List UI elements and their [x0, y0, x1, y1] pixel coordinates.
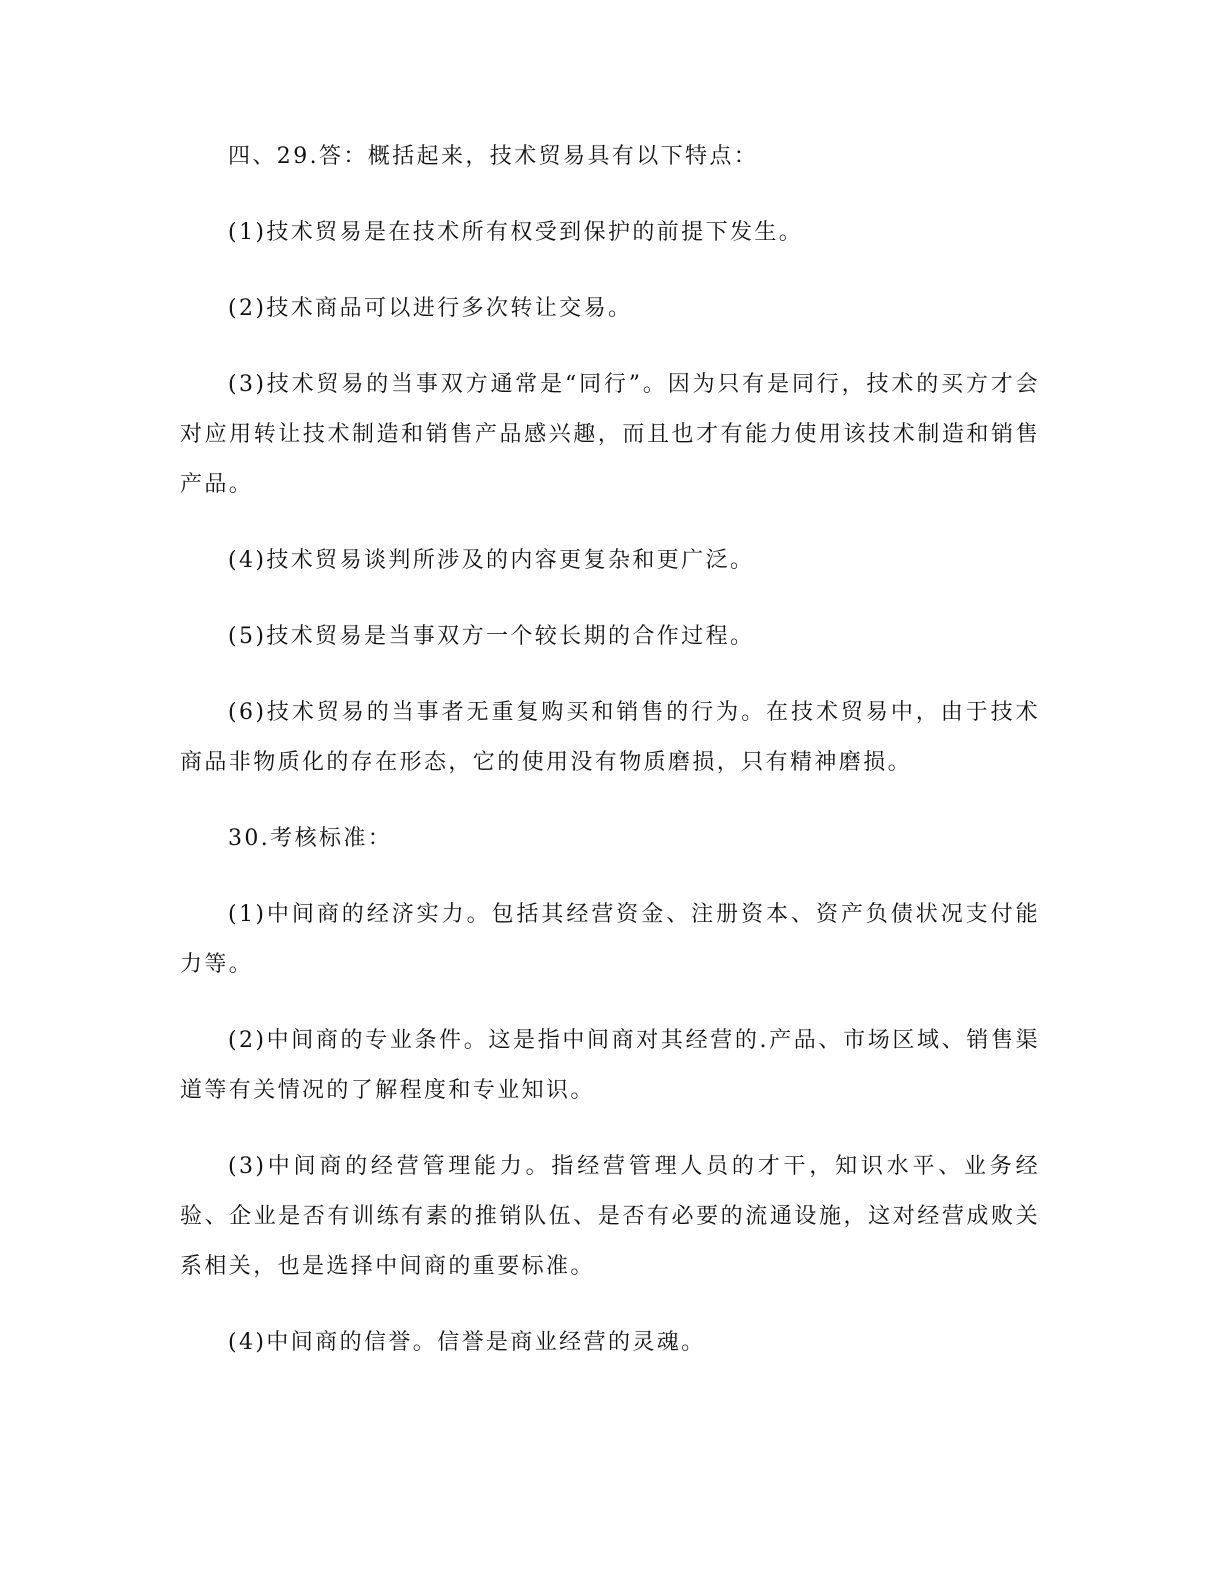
- paragraph-q29-point-3: (3)技术贸易的当事双方通常是“同行”。因为只有是同行，技术的买方才会对应用转让技术制造和销售产品感兴趣，而且也才有能力使用该技术制造和销售产品。: [180, 372, 1040, 497]
- paragraph-q29-point-6: (6)技术贸易的当事者无重复购买和销售的行为。在技术贸易中，由于技术商品非物质化的存在形态，它的使用没有物质磨损，只有精神磨损。: [180, 700, 1040, 775]
- paragraph-q30-point-2: (2)中间商的专业条件。这是指中间商对其经营的.产品、市场区域、销售渠道等有关情况的了解程度和专业知识。: [180, 1028, 1040, 1103]
- paragraph-q29-point-1: (1)技术贸易是在技术所有权受到保护的前提下发生。: [228, 220, 804, 245]
- document-body: [180, 132, 1040, 1394]
- paragraph-q30-intro: 30.考核标准：: [228, 826, 393, 851]
- paragraph-q29-point-5: (5)技术贸易是当事双方一个较长期的合作过程。: [228, 624, 755, 649]
- paragraph-q30-point-3: (3)中间商的经营管理能力。指经营管理人员的才干，知识水平、业务经验、企业是否有训练有素的推销队伍、是否有必要的流通设施，这对经营成败关系相关，也是选择中间商的重要标准。: [180, 1154, 1040, 1279]
- paragraph-q29-point-4: (4)技术贸易谈判所涉及的内容更复杂和更广泛。: [228, 548, 755, 573]
- paragraph-q30-point-4: (4)中间商的信誉。信誉是商业经营的灵魂。: [228, 1330, 706, 1355]
- paragraph-q29-intro: 四、29.答：概括起来，技术贸易具有以下特点：: [228, 144, 759, 169]
- paragraph-q29-point-2: (2)技术商品可以进行多次转让交易。: [228, 296, 633, 321]
- paragraph-q30-point-1: (1)中间商的经济实力。包括其经营资金、注册资本、资产负债状况支付能力等。: [180, 902, 1040, 977]
